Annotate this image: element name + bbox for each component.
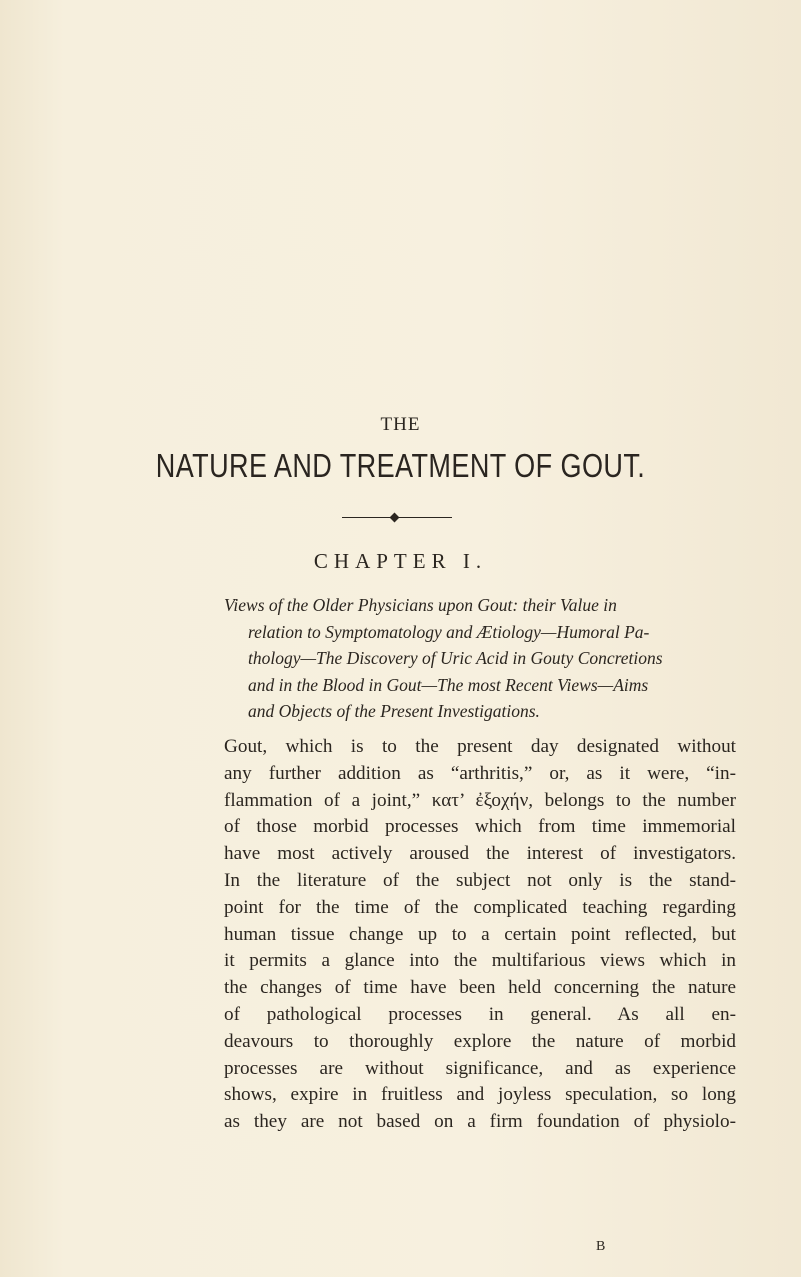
body-line [224,841,736,868]
body-line-text: processes are without significance, and as experience [224,1057,736,1079]
book-title: NATURE AND TREATMENT OF GOUT. [155,447,646,484]
body-line-text: flammation of a joint,” κατ’ ἐξοχήν, belongs to the number [224,789,736,811]
body-line [224,1109,736,1136]
body-line-text: of pathological processes in general. As all en- [224,1003,736,1025]
body-line-text: point for the time of the complicated teaching regarding [224,896,736,918]
rule-diamond-icon [390,513,400,523]
body-line-text: any further addition as “arthritis,” or, as it were, “in- [224,762,736,784]
signature-mark: B [596,1239,606,1254]
body-line-text: deavours to thoroughly explore the nature of morbid [224,1030,736,1052]
summary-line: relation to Symptomatology and Ætiology—Humoral Pa- [248,621,650,642]
body-line [224,868,736,895]
body-line-text: of those morbid processes which from time immemorial [224,816,736,838]
summary-line: and in the Blood in Gout—The most Recent Views—Aims [248,674,649,695]
body-line-text: the changes of time have been held concerning the nature [224,977,736,999]
body-line-text: human tissue change up to a certain point reflected, but [224,923,736,945]
body-line [224,761,736,788]
body-line [224,1082,736,1109]
body-line [224,788,736,815]
body-line-text: have most actively aroused the interest of investigators. [224,843,736,865]
body-line [224,1002,736,1029]
summary-line: thology—The Discovery of Uric Acid in Gouty Concretions [248,648,663,668]
summary-line: Views of the Older Physicians upon Gout: their Value in [224,595,617,615]
body-line [224,922,736,949]
body-line [224,1056,736,1083]
chapter-summary [224,592,734,725]
body-line [224,1029,736,1056]
body-line [224,734,736,761]
body-line-text: In the literature of the subject not only is the stand- [224,869,736,891]
body-line [224,975,736,1002]
chapter-heading: CHAPTER I. [313,549,488,573]
body-line-text: it permits a glance into the multifarious views which in [224,950,736,972]
body-line-text: shows, expire in fruitless and joyless speculation, so long [224,1084,736,1106]
summary-line: and Objects of the Present Investigations. [248,701,540,721]
body-line [224,895,736,922]
body-line [224,814,736,841]
body-line-text: as they are not based on a firm foundation of physiolo- [224,1111,736,1133]
body-line [224,948,736,975]
body-paragraph [224,734,736,1136]
body-line-text: Gout, which is to the present day designated without [224,736,736,757]
title-prefix: THE [380,414,421,435]
